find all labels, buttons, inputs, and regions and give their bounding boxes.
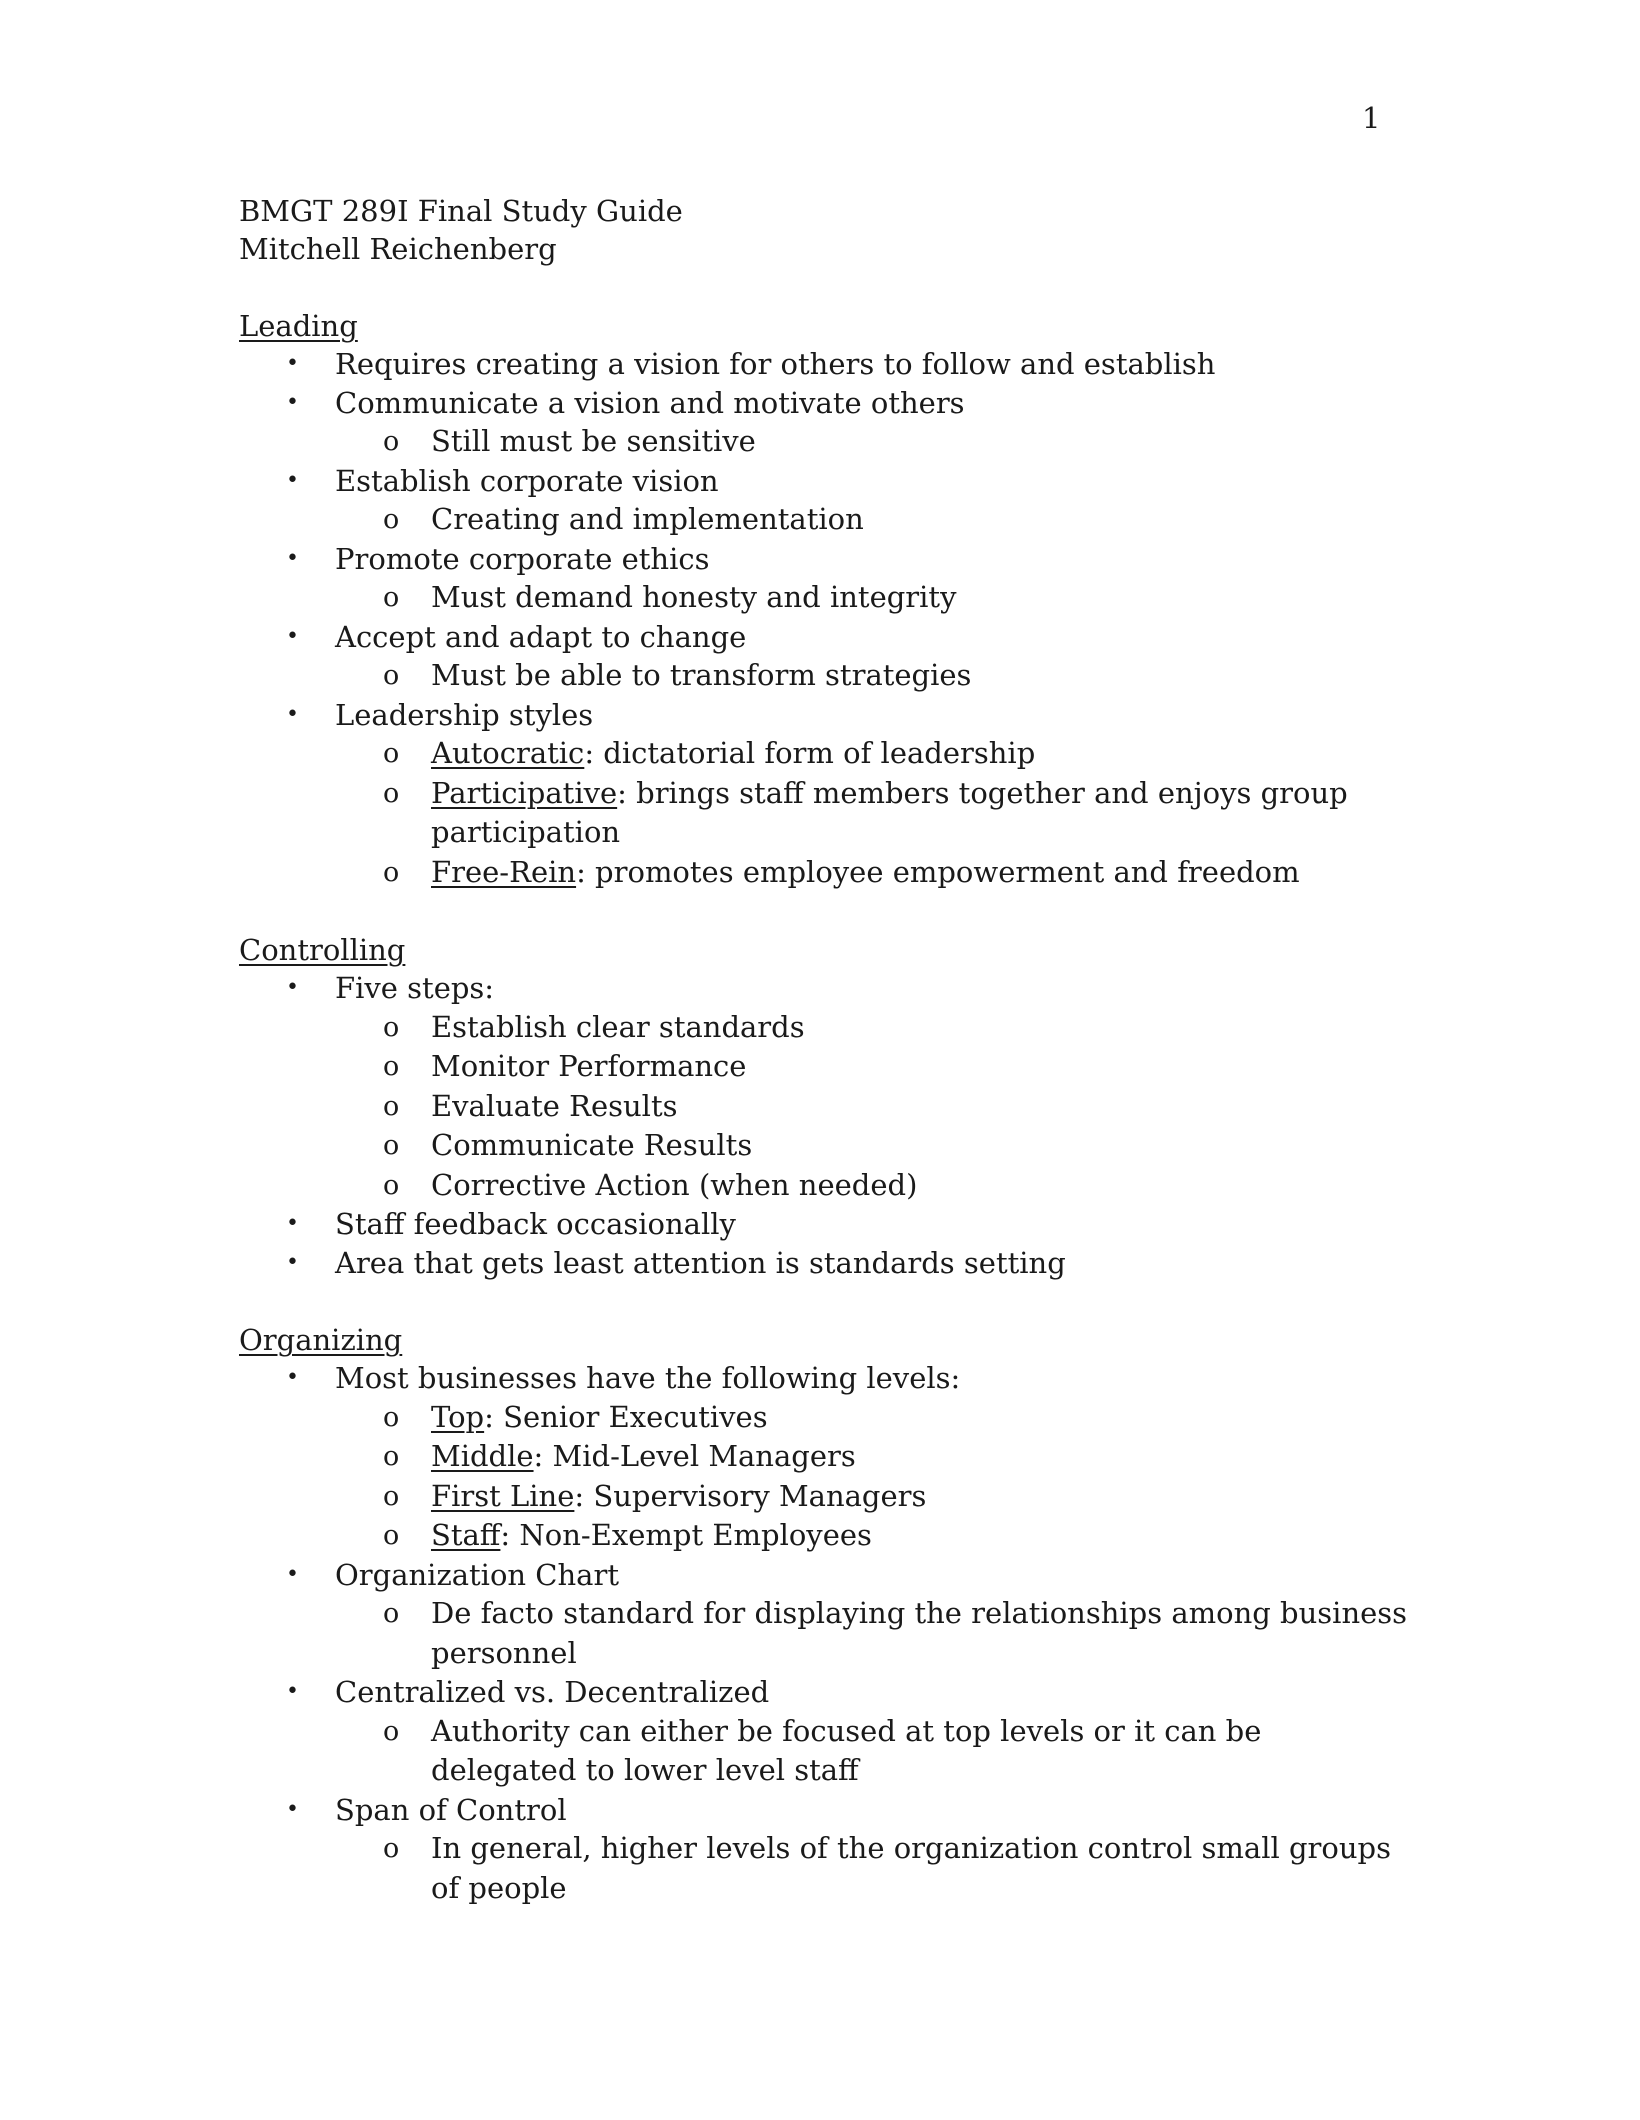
defined-term: Top: [431, 1399, 485, 1434]
section-heading: Leading: [239, 309, 358, 343]
document-author: Mitchell Reichenberg: [239, 232, 557, 266]
sub-list-item: [335, 1398, 1409, 1438]
sub-list-item: [335, 578, 1409, 618]
sub-bullet-list: [335, 578, 1409, 618]
sub-list-item-text: : Mid-Level Managers: [533, 1439, 856, 1473]
sub-list-item-text: Must be able to transform strategies: [431, 658, 972, 692]
bullet-marker: •: [286, 467, 299, 493]
sub-list-item: [335, 422, 1409, 462]
list-item: [239, 1556, 1409, 1674]
list-item: [239, 696, 1409, 893]
sub-list-item: [335, 1437, 1409, 1477]
defined-term: Staff: [431, 1518, 501, 1552]
list-item: [239, 1791, 1409, 1909]
section-leading: [239, 307, 1409, 892]
sub-list-item: [335, 1594, 1409, 1673]
defined-term: Autocratic: [431, 736, 585, 770]
list-item: [239, 345, 1409, 384]
sub-bullet-list: [335, 1398, 1409, 1556]
list-item: [239, 384, 1409, 462]
sub-list-item: [335, 1126, 1409, 1166]
sub-bullet-marker: o: [383, 1833, 400, 1864]
document-title: BMGT 289I Final Study Guide: [239, 194, 683, 228]
sections-container: [239, 307, 1409, 1908]
bullet-marker: •: [286, 1211, 299, 1236]
defined-term: Free-Rein: [431, 854, 577, 889]
section-organizing: [239, 1321, 1409, 1908]
sub-list-item-text: : Non-Exempt Employees: [500, 1518, 872, 1552]
sub-bullet-list: [335, 500, 1409, 540]
sub-list-item-text: Establish clear standards: [431, 1009, 805, 1044]
sub-bullet-list: [335, 1829, 1409, 1908]
sub-list-item: [335, 500, 1409, 540]
list-item-text: Communicate a vision and motivate others: [335, 385, 965, 420]
sub-bullet-marker: o: [383, 504, 400, 535]
sub-bullet-marker: o: [383, 1520, 400, 1551]
sub-bullet-marker: o: [383, 777, 400, 809]
bullet-marker: •: [286, 389, 299, 415]
list-item-text: Promote corporate ethics: [335, 541, 710, 576]
sub-list-item: [335, 1008, 1409, 1048]
sub-bullet-marker: o: [383, 660, 400, 691]
sub-list-item: [335, 1477, 1409, 1517]
bullet-marker: •: [286, 623, 299, 649]
list-item: [239, 1205, 1409, 1244]
sub-bullet-marker: o: [383, 738, 400, 769]
sub-bullet-marker: o: [383, 1051, 400, 1082]
list-item: [239, 1359, 1409, 1556]
sub-list-item: [335, 1712, 1409, 1791]
sub-list-item-text: Corrective Action (when needed): [431, 1167, 918, 1202]
bullet-list: [239, 969, 1409, 1282]
sub-list-item-text: : Supervisory Managers: [574, 1478, 927, 1513]
list-item-text: Span of Control: [335, 1792, 567, 1827]
sub-bullet-marker: o: [383, 426, 400, 457]
sub-list-item: [335, 853, 1409, 893]
sub-bullet-list: [335, 656, 1409, 696]
bullet-marker: •: [286, 701, 299, 727]
sub-bullet-marker: o: [383, 1598, 400, 1629]
sub-list-item-text: De facto standard for displaying the relationships among business personnel: [431, 1596, 1408, 1670]
list-item: [239, 969, 1409, 1205]
list-item-text: Staff feedback occasionally: [335, 1207, 736, 1241]
bullet-marker: •: [286, 1679, 299, 1704]
sub-bullet-list: [335, 1008, 1409, 1206]
page-number: 1: [1362, 101, 1381, 135]
sub-list-item-text: Authority can either be focused at top levels or it can be delegated to lower level staff: [431, 1713, 1262, 1787]
sub-list-item-text: Evaluate Results: [431, 1088, 678, 1123]
bullet-marker: •: [286, 1796, 299, 1822]
section-controlling: [239, 931, 1409, 1282]
defined-term: Middle: [431, 1439, 534, 1473]
sub-bullet-list: [335, 1712, 1409, 1791]
list-item: [239, 1673, 1409, 1791]
list-item-text: Leadership styles: [335, 697, 594, 732]
sub-list-item: [335, 1087, 1409, 1127]
sub-bullet-marker: o: [383, 1090, 400, 1122]
list-item-text: Area that gets least attention is standards setting: [335, 1245, 1066, 1280]
list-item-text: Establish corporate vision: [335, 463, 719, 498]
list-item: [239, 462, 1409, 540]
sub-bullet-marker: o: [383, 1169, 400, 1201]
bullet-marker: •: [286, 545, 299, 571]
sub-bullet-marker: o: [383, 1715, 400, 1747]
sub-bullet-marker: o: [383, 1401, 400, 1433]
document-body: [239, 192, 1409, 1908]
bullet-marker: •: [286, 1561, 299, 1587]
sub-bullet-marker: o: [383, 1441, 400, 1472]
list-item-text: Organization Chart: [335, 1557, 619, 1592]
list-item-text: Five steps:: [335, 971, 495, 1005]
sub-list-item: [335, 656, 1409, 696]
sub-list-item: [335, 1829, 1409, 1908]
sub-bullet-marker: o: [383, 582, 400, 613]
sub-bullet-marker: o: [383, 1130, 400, 1161]
list-item: [239, 540, 1409, 618]
defined-term: Participative: [431, 775, 618, 810]
bullet-marker: •: [286, 351, 299, 376]
sub-list-item: [335, 1047, 1409, 1087]
sub-list-item: [335, 734, 1409, 774]
bullet-marker: •: [286, 975, 299, 1000]
sub-bullet-list: [335, 422, 1409, 462]
sub-list-item-text: Still must be sensitive: [431, 424, 756, 458]
sub-list-item-text: : promotes employee empowerment and freedom: [576, 854, 1300, 889]
list-item-text: Accept and adapt to change: [335, 619, 747, 654]
sub-list-item-text: : brings staff members together and enjoys group participation: [431, 775, 1348, 849]
sub-bullet-list: [335, 1594, 1409, 1673]
list-item-text: Centralized vs. Decentralized: [335, 1675, 770, 1709]
sub-list-item: [335, 1166, 1409, 1206]
sub-list-item-text: : Senior Executives: [484, 1399, 768, 1434]
sub-list-item-text: Creating and implementation: [431, 502, 864, 536]
list-item-text: Most businesses have the following levels:: [335, 1361, 961, 1395]
sub-list-item-text: In general, higher levels of the organization control small groups of people: [431, 1831, 1391, 1905]
sub-bullet-marker: o: [383, 1480, 400, 1512]
sub-bullet-marker: o: [383, 856, 400, 888]
list-item: [239, 1244, 1409, 1283]
section-heading: Controlling: [239, 933, 406, 967]
list-item: [239, 618, 1409, 696]
sub-list-item-text: Monitor Performance: [431, 1049, 747, 1083]
section-heading: Organizing: [239, 1323, 403, 1357]
sub-bullet-marker: o: [383, 1011, 400, 1043]
defined-term: First Line: [431, 1478, 575, 1513]
bullet-list: [239, 1359, 1409, 1908]
sub-list-item-text: Must demand honesty and integrity: [431, 580, 957, 614]
sub-list-item: [335, 1516, 1409, 1556]
sub-list-item-text: : dictatorial form of leadership: [584, 736, 1036, 770]
bullet-marker: •: [286, 1365, 299, 1390]
list-item-text: Requires creating a vision for others to follow and establish: [335, 347, 1216, 381]
sub-bullet-list: [335, 734, 1409, 892]
sub-list-item: [335, 774, 1409, 853]
bullet-marker: •: [286, 1249, 299, 1275]
sub-list-item-text: Communicate Results: [431, 1128, 753, 1162]
bullet-list: [239, 345, 1409, 892]
